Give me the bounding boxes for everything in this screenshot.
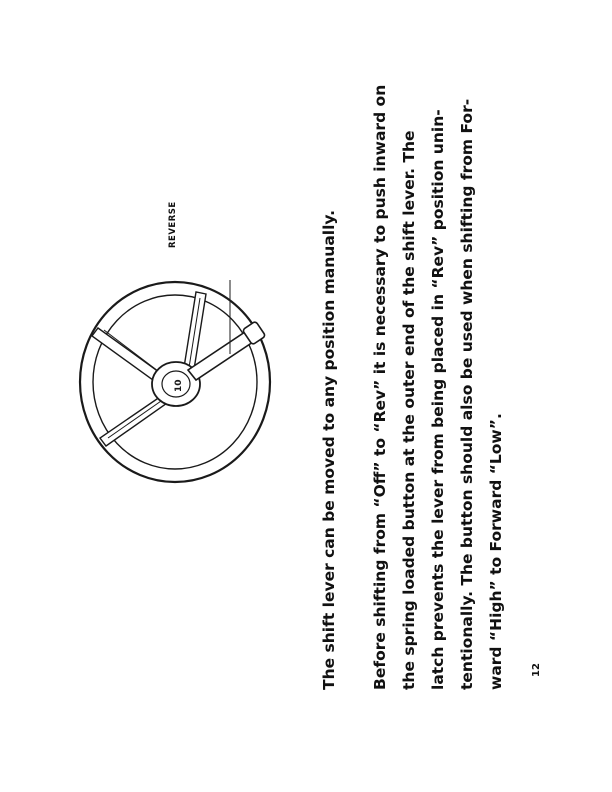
page-number: 12 (531, 663, 542, 677)
text-block (318, 84, 612, 690)
body-paragraph (366, 84, 511, 690)
body-line: the spring loaded button at the outer end of the shift lever. The (400, 130, 418, 690)
reverse-callout-label: REVERSE (168, 201, 178, 248)
body-line: Before shifting from “Off” to “Rev” it is necessary to push inward on (371, 84, 389, 690)
body-line: tentionally. The button should also be used when shifting from For- (458, 98, 476, 690)
steering-wheel-figure (70, 270, 280, 490)
hub-emblem: 10 (174, 379, 184, 392)
body-line: latch prevents the lever from being placed in “Rev” position unin- (429, 109, 447, 690)
steering-wheel-illustration (70, 270, 280, 490)
reverse-callout (168, 188, 182, 248)
body-line: ward “High” to Forward “Low”. (487, 413, 505, 690)
spoke-upper-left-line (104, 330, 162, 374)
intro-sentence: The shift lever can be moved to any position manually. (320, 210, 338, 690)
